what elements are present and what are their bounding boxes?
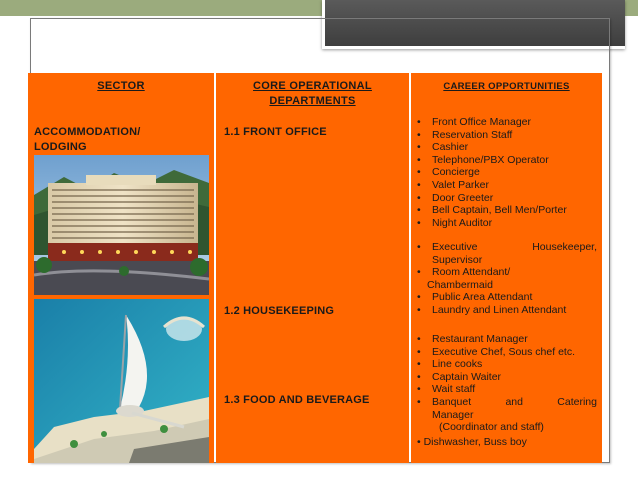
- careers-header: CAREER OPPORTUNITIES: [443, 81, 570, 92]
- food-beverage-career-list: [413, 333, 599, 434]
- list-item: • Banquet and Catering Manager (Coordinator and staff): [413, 396, 599, 434]
- sector-label: ACCOMMODATION/ LODGING: [34, 126, 141, 153]
- list-item: • Night Auditor: [413, 217, 599, 230]
- hotel-building-photo: [34, 155, 209, 295]
- sector-column: [28, 73, 214, 463]
- list-item: • Executive Chef, Sous chef etc.: [413, 346, 599, 359]
- list-item: • Executive Housekeeper, Supervisor: [413, 241, 599, 266]
- list-item: • Restaurant Manager: [413, 333, 599, 346]
- dept-front-office: 1.1 FRONT OFFICE: [224, 126, 327, 138]
- housekeeping-career-list: [413, 241, 599, 317]
- hospitality-table: [28, 73, 602, 463]
- sector-header: SECTOR: [97, 80, 145, 92]
- careers-column: [411, 73, 602, 463]
- list-item: • Room Attendant/ Chambermaid: [413, 266, 599, 291]
- list-item: • Valet Parker: [413, 179, 599, 192]
- list-item: • Laundry and Linen Attendant: [413, 304, 599, 317]
- front-office-career-list: [413, 116, 599, 229]
- list-item: • Reservation Staff: [413, 129, 599, 142]
- list-item: • Wait staff: [413, 383, 599, 396]
- departments-header: CORE OPERATIONAL DEPARTMENTS: [253, 80, 372, 107]
- list-item: • Concierge: [413, 166, 599, 179]
- list-item: • Captain Waiter: [413, 371, 599, 384]
- list-item: • Front Office Manager: [413, 116, 599, 129]
- dept-housekeeping: 1.2 HOUSEKEEPING: [224, 305, 335, 317]
- list-item: • Bell Captain, Bell Men/Porter: [413, 204, 599, 217]
- dishwasher-item: • Dishwasher, Buss boy: [417, 436, 527, 448]
- list-item: • Line cooks: [413, 358, 599, 371]
- burj-al-arab-aerial-photo: [34, 299, 209, 463]
- list-item: • Telephone/PBX Operator: [413, 154, 599, 167]
- list-item: • Public Area Attendant: [413, 291, 599, 304]
- dept-food-beverage: 1.3 FOOD AND BEVERAGE: [224, 394, 370, 406]
- departments-column: [216, 73, 409, 463]
- list-item: • Door Greeter: [413, 192, 599, 205]
- list-item: • Cashier: [413, 141, 599, 154]
